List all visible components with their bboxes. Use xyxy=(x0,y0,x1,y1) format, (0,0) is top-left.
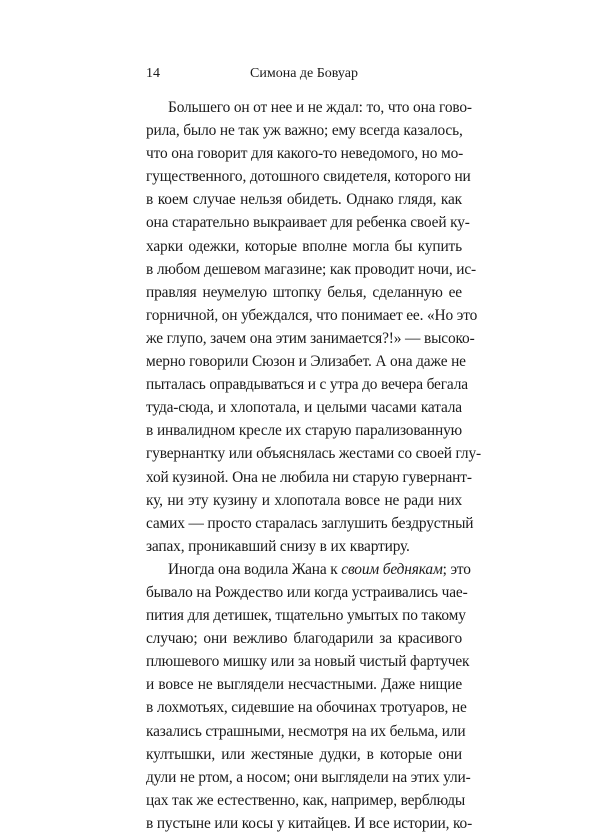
text-line: дули не ртом, а носом; они выглядели на этих ули- xyxy=(146,768,471,786)
text-line: же глупо, зачем она этим занимается?!» — высоко- xyxy=(146,329,475,347)
text-line: что она говорит для какого-то неведомого, но мо- xyxy=(146,145,464,163)
text-line: в лохмотьях, сидевшие на обочинах тротуаров, не xyxy=(146,699,467,717)
text-line: пыталась оправдываться и с утра до вечера бегала xyxy=(146,376,468,394)
text-line: горничной, он убеждался, что понимает ее. «Но это xyxy=(146,306,478,324)
text-line: запах, проникавший снизу в их квартиру. xyxy=(146,537,410,555)
text-line: случаю; они вежливо благодарили за красивого xyxy=(146,630,462,648)
text-line: казались страшными, несмотря на их бельма, или xyxy=(146,722,466,740)
running-header xyxy=(146,64,462,84)
text-line: култышки, или жестяные дудки, в которые они xyxy=(146,745,462,763)
text-line: в инвалидном кресле их старую парализованную xyxy=(146,422,462,440)
text-line: в любом дешевом магазине; как проводит ночи, ис- xyxy=(146,260,477,278)
text-line: в пустыне или косы у китайцев. И все истории, ко- xyxy=(146,814,473,832)
text-line: цах так же естественно, как, например, верблюды xyxy=(146,791,466,809)
text-line: гущественного, дотошного свидетеля, которого ни xyxy=(146,168,471,186)
text-line: гувернантку или объяснялась жестами со своей глу- xyxy=(146,445,481,463)
text-line: харки одежки, которые вполне могла бы купить xyxy=(146,237,462,255)
text-line: в коем случае нельзя обидеть. Однако глядя, как xyxy=(146,191,462,209)
text-line xyxy=(146,558,471,581)
text-line: бывало на Рождество или когда устраивались чае- xyxy=(146,583,468,601)
text-fragment: Иногда она водила Жана к xyxy=(168,560,342,578)
text-line: плюшевого мишку или за новый чистый фартучек xyxy=(146,653,470,671)
italic-phrase: своим беднякам xyxy=(341,560,443,578)
text-line: она старательно выкраивает для ребенка своей ку- xyxy=(146,214,470,232)
header-author: Симона де Бовуар xyxy=(250,66,358,81)
text-line: рила, было не так уж важно; ему всегда казалось, xyxy=(146,122,463,140)
body-text xyxy=(146,96,481,835)
text-line: туда-сюда, и хлопотала, и целыми часами катала xyxy=(146,399,462,417)
text-line: хой кузиной. Она не любила ни старую гувернант- xyxy=(146,468,472,486)
text-fragment: ; это xyxy=(442,560,471,578)
text-line: и вовсе не выглядели несчастными. Даже нищие xyxy=(146,676,462,694)
text-line: пития для детишек, тщательно умытых по такому xyxy=(146,607,466,625)
text-line: самих — просто старалась заглушить бездрустный xyxy=(146,514,474,532)
page-number: 14 xyxy=(146,66,160,81)
text-line: мерно говорили Сюзон и Элизабет. А она даже не xyxy=(146,353,466,371)
text-line: правляя неумелую штопку белья, сделанную ее xyxy=(146,283,462,301)
text-line: ку, ни эту кузину и хлопотала вовсе не ради них xyxy=(146,491,462,509)
text-line: Большего он от нее и не ждал: то, что она гово- xyxy=(168,99,472,116)
